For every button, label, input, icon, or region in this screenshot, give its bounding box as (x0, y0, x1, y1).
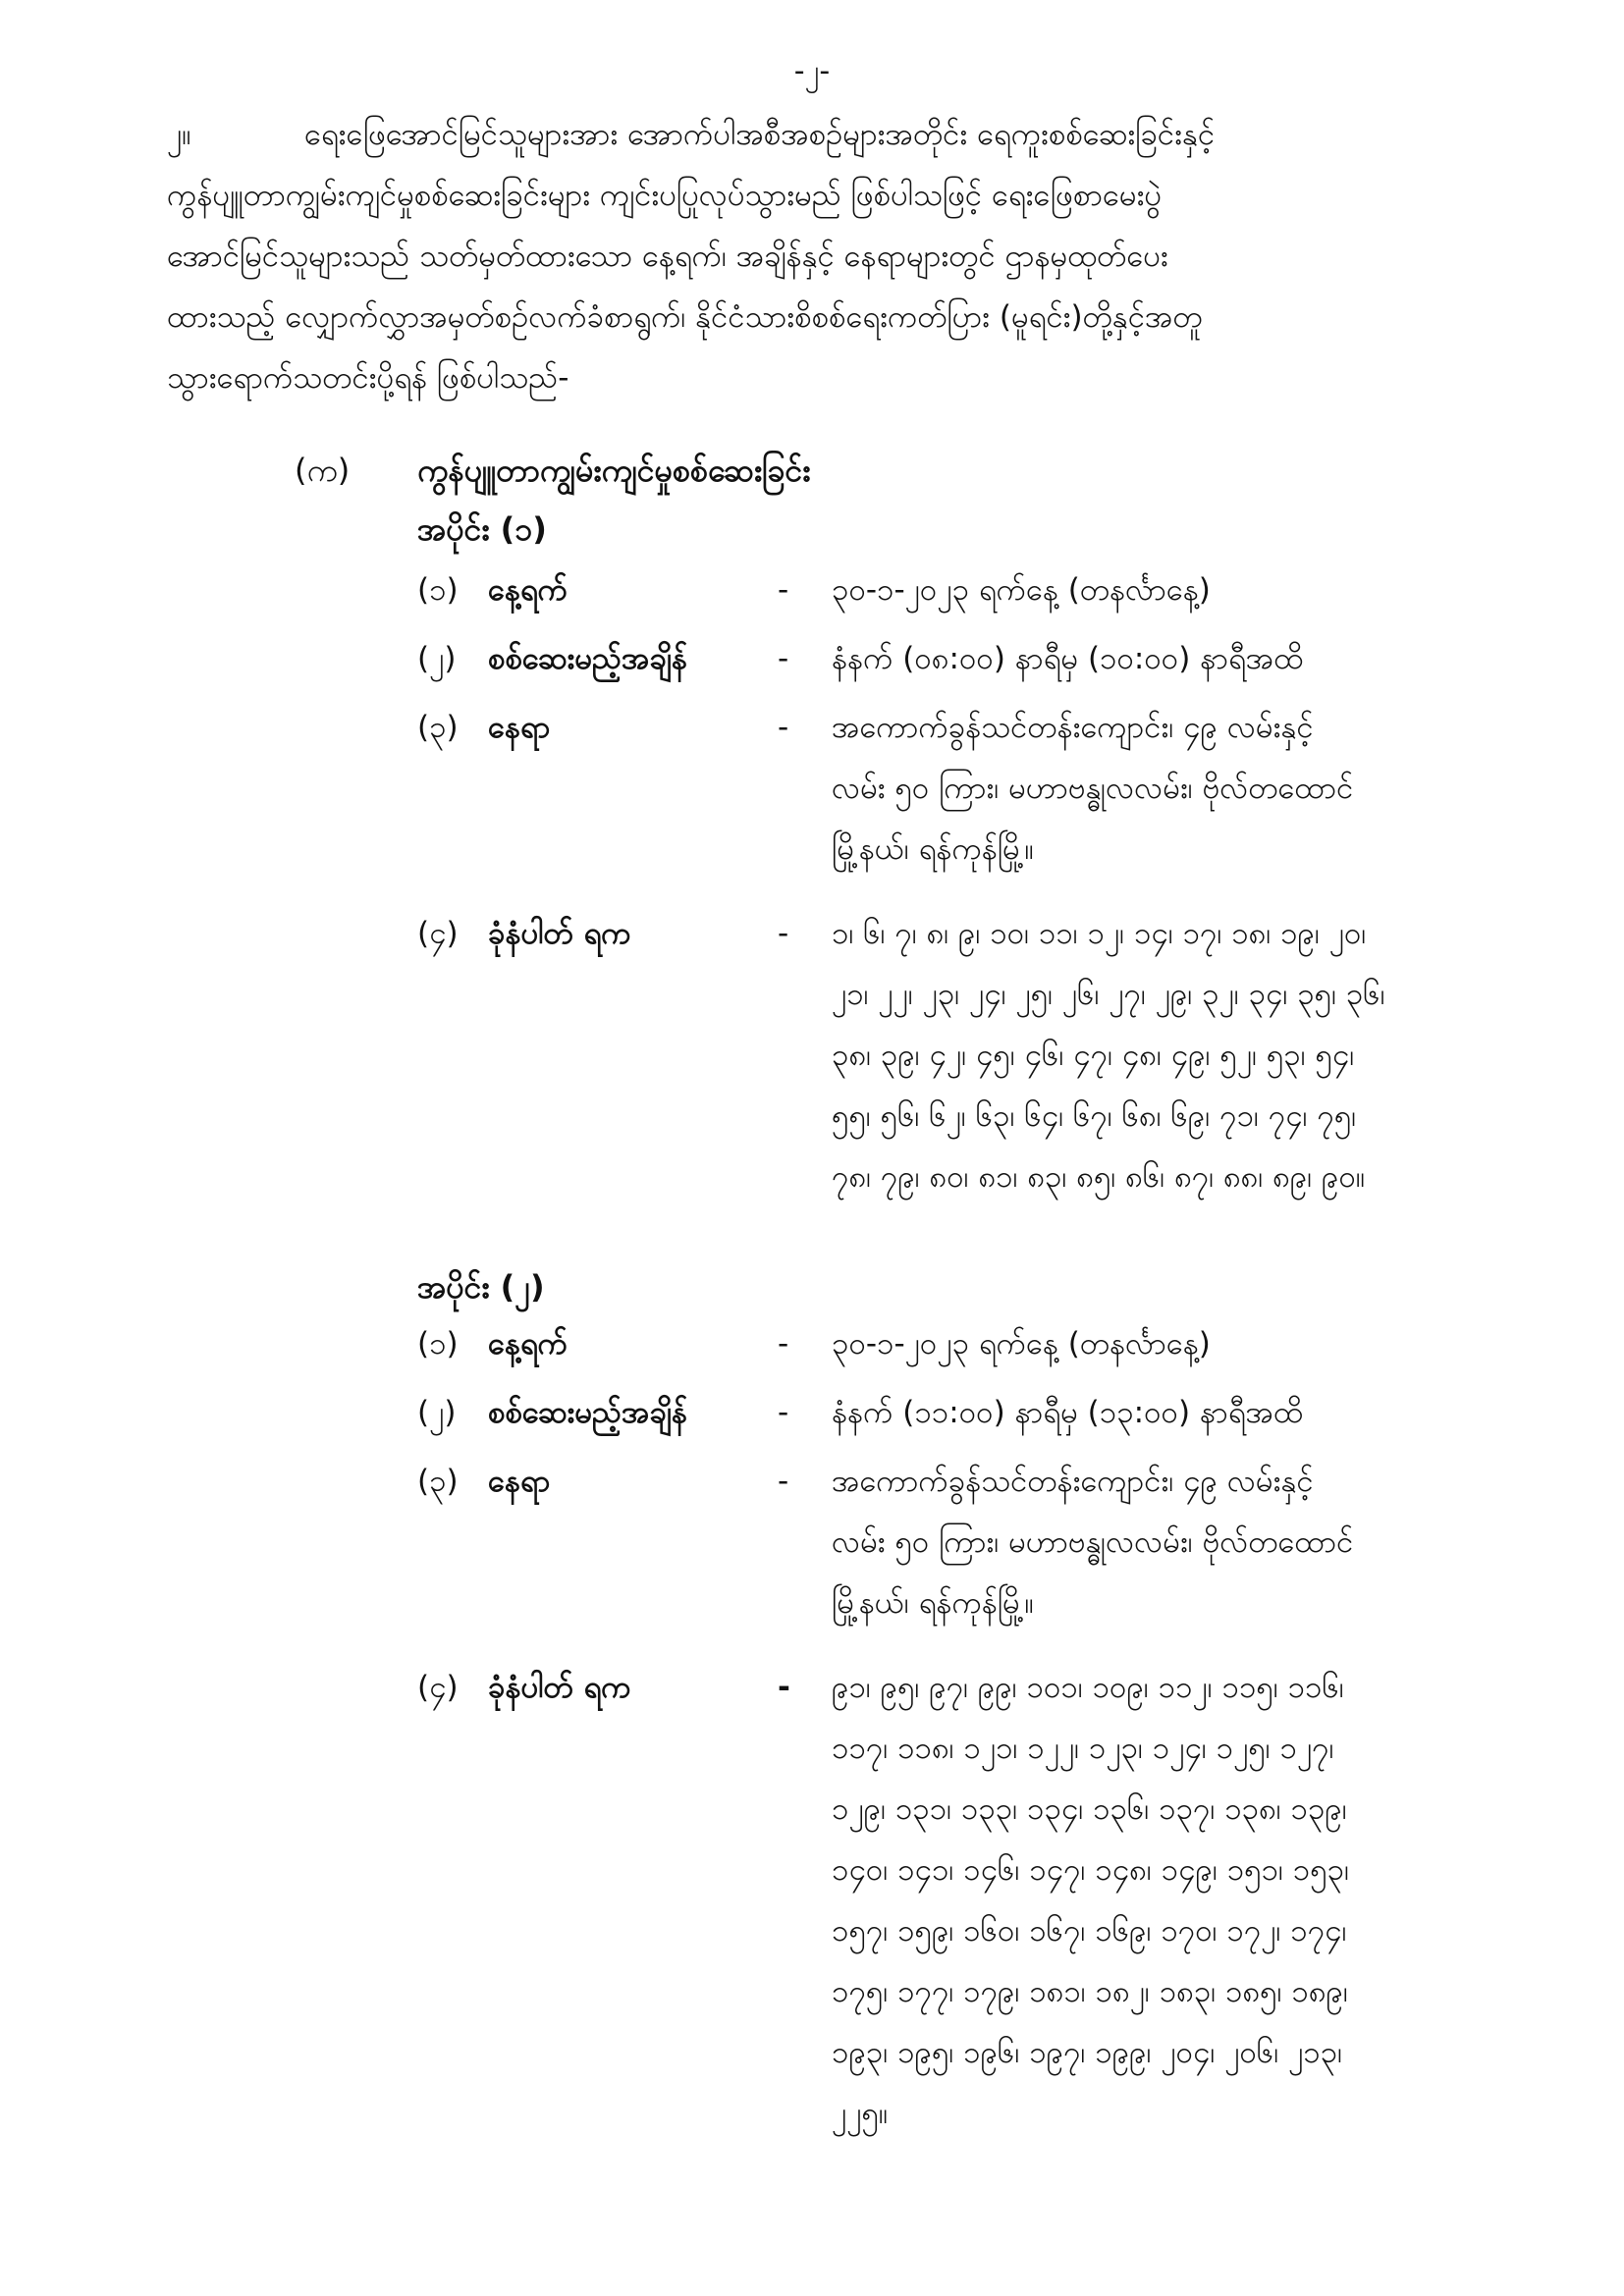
section-title: ကွန်ပျူတာကျွမ်းကျင်မှုစစ်ဆေးခြင်း (417, 452, 811, 489)
intro-paragraph (167, 104, 1517, 408)
row-label: နေ့ရက် (488, 572, 568, 608)
row-dash: - (778, 1326, 789, 1362)
row-dash: - (778, 1464, 789, 1499)
row-label: နေရာ (488, 1464, 551, 1499)
row-value: နံနက် (၁၁:၀၀) နာရီမှ (၁၃:၀၀) နာရီအထိ (832, 1395, 1303, 1430)
intro-line: ထားသည့် လျှောက်လွှာအမှတ်စဉ်လက်ခံစာရွက်၊ နိုင်ငံသားစိစစ်ရေးကတ်ပြား (မူရင်း)တို့နှင့်အတူ (167, 299, 1203, 335)
row-label: ခုံနံပါတ် ရက (488, 916, 631, 951)
row-dash: - (778, 1395, 789, 1430)
row-index: (၂) (417, 641, 457, 676)
row-value: ၃၀-၁-၂၀၂၃ ရက်နေ့ (တနင်္လာနေ့) (832, 572, 1211, 608)
row-label: စစ်ဆေးမည့်အချိန် (488, 641, 687, 676)
part-heading: အပိုင်း (၂) (417, 1268, 545, 1306)
row-label: နေ့ရက် (488, 1326, 568, 1362)
row-value: အကောက်ခွန်သင်တန်းကျောင်း၊ ၄၉ လမ်းနှင့် လမ်း ၅၀ ကြား၊ မဟာဗန္ဓုလလမ်း၊ ဗိုလ်တထောင် မြို့နယ်၊ ရန်ကုန်မြို့။ (832, 1464, 1354, 1621)
row-label: နေရာ (488, 710, 551, 745)
row-value: ၁၊ ၆၊ ၇၊ ၈၊ ၉၊ ၁၀၊ ၁၁၊ ၁၂၊ ၁၄၊ ၁၇၊ ၁၈၊ ၁၉၊ ၂၀၊ ၂၁၊ ၂၂၊ ၂၃၊ ၂၄၊ ၂၅၊ ၂၆၊ ၂၇၊ ၂၉၊ ၃၂၊ ၃၄၊ ၃၅၊ ၃၆၊ ၃၈၊ ၃၉၊ ၄၂၊ ၄၅၊ ၄၆၊ ၄၇၊ ၄၈၊ ၄၉၊ ၅၂၊ ၅၃၊ ၅၄၊ ၅၅၊ ၅၆၊ ၆၂၊ ၆၃၊ ၆၄၊ ၆၇၊ ၆၈၊ ၆၉၊ ၇၁၊ ၇၄၊ ၇၅၊ ၇၈၊ ၇၉၊ ၈၀၊ ၈၁၊ ၈၃၊ ၈၅၊ ၈၆၊ ၈၇၊ ၈၈၊ ၈၉၊ ၉၀။ (832, 916, 1385, 1195)
row-dash: - (778, 572, 789, 608)
row-value: နံနက် (၀၈:၀၀) နာရီမှ (၁၀:၀၀) နာရီအထိ (832, 641, 1304, 676)
row-index: (၃) (417, 1464, 459, 1499)
row-index: (၃) (417, 710, 459, 745)
intro-line: ၂။ ရေးဖြေအောင်မြင်သူများအား အောက်ပါအစီအစဉ်များအတိုင်း ရေကူးစစ်ဆေးခြင်းနှင့် (167, 104, 1517, 165)
section-mark: (က) (295, 452, 351, 489)
intro-line: အောင်မြင်သူများသည် သတ်မှတ်ထားသော နေ့ရက်၊ အချိန်နှင့် နေရာများတွင် ဌာနမှထုတ်ပေး (167, 239, 1168, 274)
detail-row (417, 560, 1517, 620)
detail-row (417, 628, 1517, 689)
row-index: (၄) (417, 1670, 459, 1705)
row-dash: - (778, 916, 789, 951)
paragraph-number: ၂။ (167, 117, 191, 152)
detail-row (417, 903, 1517, 1207)
intro-line: ကွန်ပျူတာကျွမ်းကျင်မှုစစ်ဆေးခြင်းများ ကျင်းပပြုလုပ်သွားမည် ဖြစ်ပါသဖြင့် ရေးဖြေစာမေးပွဲ (167, 178, 1163, 213)
row-index: (၄) (417, 916, 459, 951)
section-heading (295, 450, 810, 497)
page-number: -၂- (793, 54, 831, 88)
row-dash: - (778, 1670, 790, 1705)
row-label: စစ်ဆေးမည့်အချိန် (488, 1395, 687, 1430)
detail-row (417, 1657, 1517, 2144)
row-index: (၁) (417, 572, 459, 608)
row-index: (၁) (417, 1326, 459, 1362)
detail-row (417, 1382, 1517, 1443)
row-value: ၃၀-၁-၂၀၂၃ ရက်နေ့ (တနင်္လာနေ့) (832, 1326, 1211, 1362)
row-label: ခုံနံပါတ် ရက (488, 1670, 631, 1705)
detail-row (417, 1451, 1517, 1633)
part-heading: အပိုင်း (၁) (417, 510, 547, 548)
detail-row (417, 1313, 1517, 1374)
row-dash: - (778, 710, 789, 745)
detail-row (417, 697, 1517, 880)
row-index: (၂) (417, 1395, 457, 1430)
intro-line: သွားရောက်သတင်းပို့ရန် ဖြစ်ပါသည်- (167, 360, 569, 396)
row-dash: - (778, 641, 789, 676)
row-value: အကောက်ခွန်သင်တန်းကျောင်း၊ ၄၉ လမ်းနှင့် လမ်း ၅၀ ကြား၊ မဟာဗန္ဓုလလမ်း၊ ဗိုလ်တထောင် မြို့နယ်၊ ရန်ကုန်မြို့။ (832, 710, 1354, 867)
row-value: ၉၁၊ ၉၅၊ ၉၇၊ ၉၉၊ ၁၀၁၊ ၁၀၉၊ ၁၁၂၊ ၁၁၅၊ ၁၁၆၊ ၁၁၇၊ ၁၁၈၊ ၁၂၁၊ ၁၂၂၊ ၁၂၃၊ ၁၂၄၊ ၁၂၅၊ ၁၂၇၊ ၁၂၉၊ ၁၃၁၊ ၁၃၃၊ ၁၃၄၊ ၁၃၆၊ ၁၃၇၊ ၁၃၈၊ ၁၃၉၊ ၁၄၀၊ ၁၄၁၊ ၁၄၆၊ ၁၄၇၊ ၁၄၈၊ ၁၄၉၊ ၁၅၁၊ ၁၅၃၊ ၁၅၇၊ ၁၅၉၊ ၁၆၀၊ ၁၆၇၊ ၁၆၉၊ ၁၇၀၊ ၁၇၂၊ ၁၇၄၊ ၁၇၅၊ ၁၇၇၊ ၁၇၉၊ ၁၈၁၊ ၁၈၂၊ ၁၈၃၊ ၁၈၅၊ ၁၈၉၊ ၁၉၃၊ ၁၉၅၊ ၁၉၆၊ ၁၉၇၊ ၁၉၉၊ ၂၀၄၊ ၂၀၆၊ ၂၁၃၊ ၂၂၅။ (832, 1670, 1349, 2131)
